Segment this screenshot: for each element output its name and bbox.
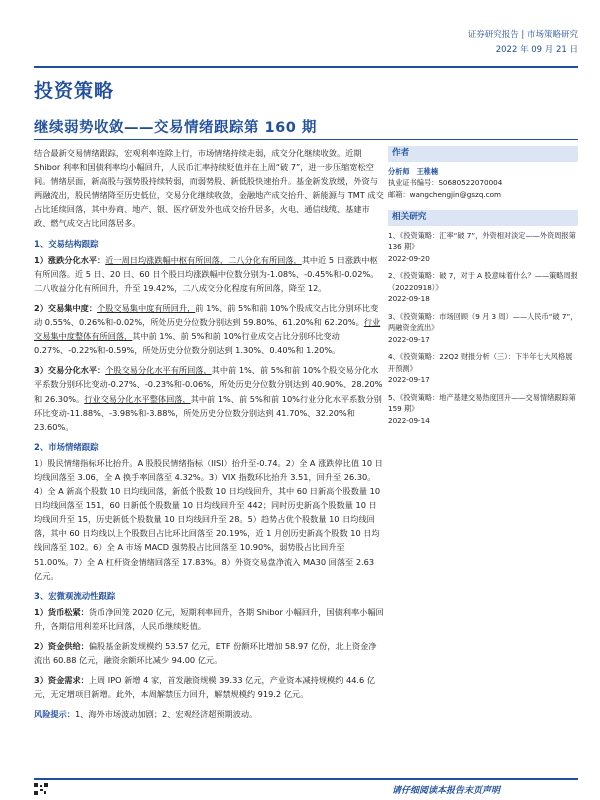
- divergence-text-1: 其中前 1%、前 5%和前 10%个股交易分化水平系数分别环比变动-0.27%、-0.23%和-0.06%，所处历史分位数分别达到 40.90%、28.20%和 26.30%。: [34, 365, 383, 404]
- intro-paragraph: 结合最新交易情绪跟踪，宏观利率连除上行，市场情绪持续走弱，成交分化继续收敛。近期 Shibor 利率和国债利率均小幅回升，人民币汇率持续贬值并在上周“破 7”，进一步压缩宽松空间。情绪层面，新高股与强势股持续转弱，而弱势股、新低股快速抬升。基金新发放缓，外资与两融流出，股民情绪降至历史低位，交易分化继续收敛，金融地产成交抬升、新能源与 TMT 成交占比延续回落，其中券商、地产、银、医疗研发外也成交抬升居多，火电、通信线缆、基建市政、燃气成交占比回落居多。: [34, 148, 384, 229]
- divergence-text-2: 其中前 1%、前 5%和前 10%行业分化水平系数分别环比变动-11.88%、-3.98%和-3.88%，所处历史分位数分别达到 41.70%、32.20%和 23.60%。: [34, 393, 382, 432]
- qr-code-icon: [34, 783, 48, 795]
- section-title-liquidity: 3、宏微观流动性跟踪: [34, 590, 116, 601]
- related-date: 2022-09-20: [388, 253, 430, 263]
- related-date: 2022-09-18: [388, 294, 430, 303]
- dispersion-text: 其中近 5 日涨跌中枢有所回落。近 5 日、20 日、60 日个股日均涨跌幅中位数分别为-1.08%、-0.45%和-0.02%。二八收益分化有所回升，升至 19.42%，二八成交分化程度有所回落，降至 12。: [34, 254, 379, 293]
- author-role: 分析师: [388, 166, 410, 176]
- concentration-highlight-2: 行业交易集中度整体有所回落，: [34, 317, 381, 342]
- title-divider: [34, 139, 578, 140]
- paragraph-demand: [34, 673, 384, 701]
- related-title[interactable]: 1、《投资策略：汇率“破 7”，外资相对淡定——外资周报第 136 期》: [388, 230, 576, 251]
- demand-label: 3）资金需求：: [34, 675, 89, 686]
- divergence-highlight-1: 个股交易分化水平有所回落，: [105, 365, 212, 376]
- report-body: [34, 146, 384, 727]
- author-heading: 作者: [388, 146, 578, 162]
- supply-text: 偏股基金新发规模约 53.57 亿元，ETF 份额环比增加 58.97 亿份，北上资金净流出 60.88 亿元，融资余额环比减少 94.00 亿元。: [34, 641, 377, 666]
- dispersion-highlight: 近一周日均涨跌幅中枢有所回落，二八分化有所回落，: [105, 254, 302, 265]
- risk-text: 1、海外市场波动加剧；2、宏观经济超预期波动。: [74, 709, 258, 720]
- concentration-label: 2）交易集中度：: [34, 302, 98, 313]
- concentration-text-2: 其中前 1%、前 5%和前 10%行业成交占比分别环比变动 0.27%、-0.22%和-0.59%，所处历史分位数分别达到 1.30%、0.40%和 1.20%。: [34, 331, 341, 356]
- footer-divider: [34, 778, 578, 780]
- divergence-highlight-2: 行业交易分化水平整体回落，: [84, 393, 191, 404]
- demand-text: 上周 IPO 新增 4 家，首发融资规模 39.33 亿元，产业资本减持规模约 44.6 亿元，无定增项目新增。此外，本周解禁压力回升，解禁规模约 919.2 亿元。: [34, 675, 376, 700]
- header-divider: [34, 66, 578, 68]
- paragraph-divergence: [34, 363, 384, 433]
- report-title: 继续弱势收敛——交易情绪跟踪第 160 期: [34, 120, 317, 136]
- author-block: [388, 166, 578, 201]
- author-license: 执业证书编号：S0680522070004: [388, 178, 503, 187]
- report-series: 证券研究报告 | 市场策略研究: [467, 30, 578, 40]
- related-title[interactable]: 3、《投资策略：市场回顾（9 月 3 周）——人民币“破 7”，两融资金流出》: [388, 311, 578, 332]
- related-item[interactable]: [388, 270, 578, 305]
- related-date: 2022-09-17: [388, 375, 430, 384]
- dispersion-label: 1）涨跌分化水平：: [34, 254, 106, 265]
- concentration-text-1: 前 1%、前 5%和前 10%个股成交占比分别环比变动 0.55%、0.26%和-0.02%，所处历史分位数分别达到 59.80%、61.20%和 62.20%。: [34, 302, 379, 328]
- paragraph-supply: [34, 639, 384, 667]
- concentration-highlight-1: 个股交易集中度有所回升，: [97, 302, 196, 313]
- paragraph-monetary: [34, 605, 384, 633]
- section-title-sentiment: 2、市场情绪跟踪: [34, 441, 99, 452]
- author-email[interactable]: 邮箱：wangchengjin@gszq.com: [388, 189, 502, 199]
- related-title[interactable]: 2、《投资策略：破 7，对于 A 股意味着什么？——策略周报（20220918）》: [388, 271, 578, 292]
- related-date: 2022-09-14: [388, 415, 430, 425]
- column-title: 投资策略: [34, 80, 115, 102]
- monetary-label: 1）货币松紧：: [34, 606, 89, 617]
- report-header: [468, 28, 578, 58]
- related-item[interactable]: [388, 351, 578, 386]
- related-heading: 相关研究: [388, 210, 578, 226]
- related-item[interactable]: [388, 230, 578, 265]
- related-item[interactable]: [388, 392, 578, 427]
- related-date: 2022-09-17: [388, 334, 430, 344]
- paragraph-dispersion: [34, 253, 384, 295]
- monetary-text: 货币净回笼 2020 亿元，短期利率回升，各期 Shibor 小幅回升，国债利率小幅回升，各期信用利差环比回落，人民币继续贬值。: [34, 606, 384, 631]
- paragraph-sentiment: 1）股民情绪指标环比抬升。A 股股民情绪指标（IISI）抬升至-0.74。2）全 A 涨跌停比值 10 日均线回落至 3.06，全 A 换手率回落至 4.32%。3）VIX 指数环比抬升 3.51，回升至 26.30。4）全 A 新高个股数 10 日均线回落，新低个股数 10 日均线回升，其中 60 日新高个股数量 10 日均线回落至 151，60 日新低个股数量 10 日均线回升至 442；同时历史新高个股数量 10 日均线回升至 15，历史新低个股数量 10 日均线回升至 28。5）趋势占优个股数量 10 日均线回落，其中 60 日均线以上个股数目占比环比回落至 20.19%，近 1 月创历史新高个股数 10 日均线回落至 102。6）全 A 市场 MACD 强势股占比回落至 10.90%，弱势股占比回升至 51.00%。7）全 A 杠杆资金情绪回落至 17.83%。8）外资交易盘净流入 MA30 回落至 2.63 亿元。: [34, 457, 383, 581]
- risk-warning: [34, 707, 384, 721]
- divergence-label: 3）交易分化水平：: [34, 365, 106, 376]
- sidebar: [388, 146, 578, 432]
- related-list: [388, 230, 578, 427]
- related-title[interactable]: 5、《投资策略：地产基建交易热度回升——交易情绪跟踪第 159 期》: [388, 392, 576, 413]
- report-date: 2022 年 09 月 21 日: [495, 45, 578, 55]
- author-name: 王稚楠: [416, 166, 439, 176]
- related-title[interactable]: 4、《投资策略：22Q2 财报分析（三）：下半年七大风格展开预测》: [388, 352, 573, 373]
- risk-label: 风险提示：: [34, 709, 75, 720]
- supply-label: 2）资金供给：: [34, 641, 89, 651]
- related-item[interactable]: [388, 311, 578, 346]
- footer-disclaimer: 请仔细阅读本报告末页声明: [391, 786, 500, 796]
- paragraph-concentration: [34, 301, 384, 357]
- section-title-structure: 1、交易结构跟踪: [34, 238, 99, 249]
